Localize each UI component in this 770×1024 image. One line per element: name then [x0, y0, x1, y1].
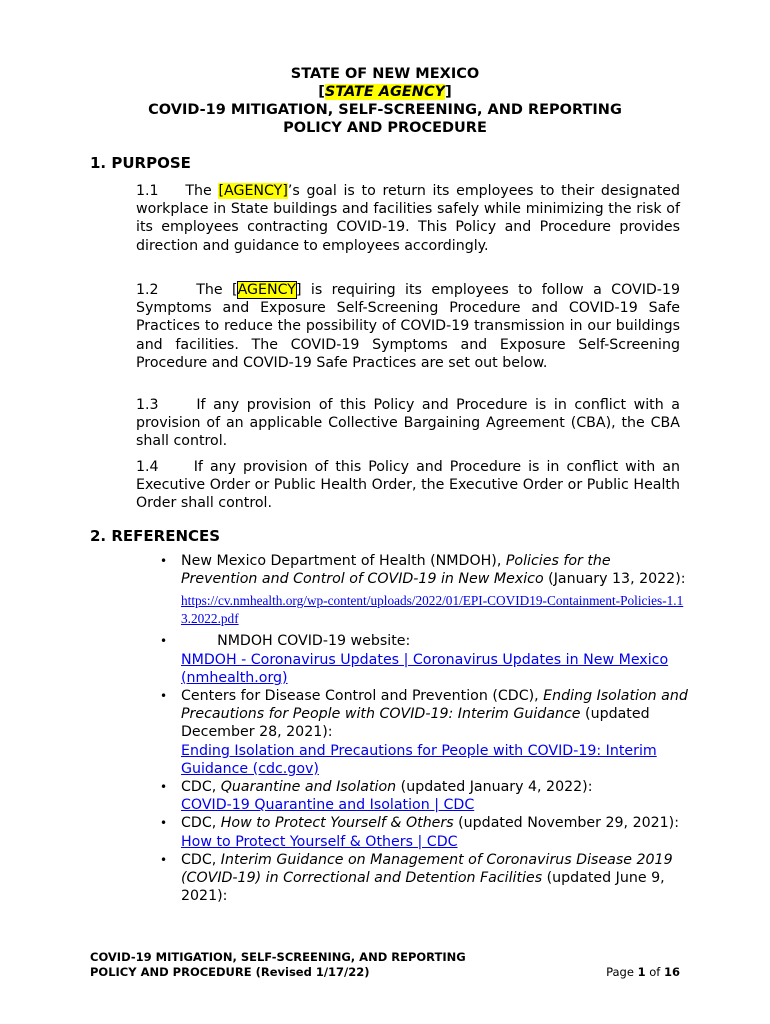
reference-date: (updated December 28, 2021): — [181, 706, 650, 741]
agency-placeholder: AGENCY — [237, 282, 296, 298]
paragraph-1-4 — [136, 458, 680, 513]
paragraph-text: The — [185, 183, 219, 199]
total-pages: 16 — [663, 965, 680, 979]
references-list — [160, 552, 690, 905]
reference-link[interactable]: NMDOH - Coronavirus Updates | Coronavirus Updates in New Mexico (nmhealth.org) — [181, 651, 669, 686]
reference-text: NMDOH COVID-19 website: — [181, 633, 411, 650]
section-heading-purpose: 1. PURPOSE — [90, 154, 191, 172]
section-heading-references: 2. REFERENCES — [90, 527, 221, 545]
footer-line-2: POLICY AND PROCEDURE (Revised 1/17/22) — [90, 965, 370, 979]
of-label: of — [645, 965, 664, 979]
footer-title — [90, 950, 466, 980]
page-number — [606, 965, 680, 979]
reference-title: How to Protect Yourself & Others — [220, 815, 454, 832]
title-line-state: STATE OF NEW MEXICO — [290, 66, 480, 82]
reference-link[interactable]: COVID-19 Quarantine and Isolation | CDC — [181, 797, 475, 814]
reference-text: New Mexico Department of Health (NMDOH), — [181, 553, 506, 569]
list-item — [160, 552, 690, 628]
list-item — [160, 632, 690, 687]
state-agency-placeholder: STATE AGENCY — [324, 84, 446, 100]
reference-link[interactable]: How to Protect Yourself & Others | CDC — [181, 833, 458, 850]
reference-text: CDC, — [181, 815, 221, 832]
reference-date: (updated June 9, 2021): — [181, 870, 665, 905]
list-item — [160, 814, 690, 850]
reference-title: Quarantine and Isolation — [220, 779, 397, 796]
reference-date: (updated November 29, 2021): — [453, 815, 679, 832]
reference-date: (updated January 4, 2022): — [396, 779, 593, 796]
reference-link[interactable]: https://cv.nmhealth.org/wp-content/uploads/2022/01/EPI-COVID19-Containment-Policies-1.13.2022.pdf — [181, 593, 684, 627]
bullet-icon: • — [160, 816, 168, 831]
paragraph-1-3 — [136, 396, 680, 451]
list-item — [160, 687, 690, 778]
page-label: Page — [606, 965, 638, 979]
paragraph-number: 1.1 — [136, 183, 159, 199]
agency-placeholder: [AGENCY] — [218, 183, 288, 199]
paragraph-text: ’s goal is to return its employees to their designated workplace in State buildings and facilities safely while minimizing the risk of its employees contracting COVID-19. This Policy and Procedure provides direction and guidance to employees accordingly. — [136, 183, 680, 254]
paragraph-text: ] is requiring its employees to follow a COVID-19 Symptoms and Exposure Self-Screening Procedure and COVID-19 Safe Practices to reduce the possibility of COVID-19 transmission in our buildings and facilities. The COVID-19 Symptoms and Exposure Self-Screening Procedure and COVID-19 Safe Practices are set out below. — [136, 282, 680, 371]
bullet-icon: • — [160, 689, 168, 704]
bracket-close: ] — [445, 84, 452, 100]
title-line-policy: COVID-19 MITIGATION, SELF-SCREENING, AND REPORTING — [148, 102, 622, 118]
paragraph-text: If any provision of this Policy and Procedure is in conflict with an Executive Order or Public Health Order, the Executive Order or Public Health Order shall control. — [136, 459, 680, 512]
paragraph-1-2 — [136, 281, 680, 372]
reference-link[interactable]: Ending Isolation and Precautions for People with COVID-19: Interim Guidance (cdc.gov) — [181, 742, 657, 777]
bullet-icon: • — [160, 780, 168, 795]
paragraph-text: If any provision of this Policy and Procedure is in conflict with a provision of an applicable Collective Bargaining Agreement (CBA), the CBA shall control. — [136, 397, 680, 450]
title-line-agency — [0, 83, 770, 101]
paragraph-number: 1.3 — [136, 397, 159, 413]
reference-title: Ending Isolation and Precautions for People with COVID-19: Interim Guidance — [181, 688, 688, 723]
paragraph-number: 1.2 — [136, 282, 159, 298]
paragraph-text: The [ — [196, 282, 238, 298]
reference-title: Policies for the Prevention and Control of COVID-19 in New Mexico — [181, 553, 611, 588]
reference-date: (January 13, 2022): — [543, 571, 686, 588]
bullet-icon: • — [160, 852, 168, 867]
bullet-icon: • — [160, 634, 168, 649]
title-line-procedure: POLICY AND PROCEDURE — [283, 120, 487, 136]
document-title — [0, 65, 770, 137]
list-item — [160, 851, 690, 906]
footer-line-1: COVID-19 MITIGATION, SELF-SCREENING, AND REPORTING — [90, 950, 466, 964]
reference-text: CDC, — [181, 851, 221, 868]
bullet-icon: • — [160, 554, 168, 568]
reference-text: Centers for Disease Control and Prevention (CDC), — [181, 688, 544, 705]
reference-text: CDC, — [181, 779, 221, 796]
paragraph-1-1 — [136, 182, 680, 255]
bracket-open: [ — [318, 84, 325, 100]
paragraph-number: 1.4 — [136, 459, 159, 475]
list-item — [160, 778, 690, 814]
current-page: 1 — [637, 965, 646, 979]
reference-title: Interim Guidance on Management of Coronavirus Disease 2019 (COVID-19) in Correctional and Detention Facilities — [181, 851, 673, 887]
